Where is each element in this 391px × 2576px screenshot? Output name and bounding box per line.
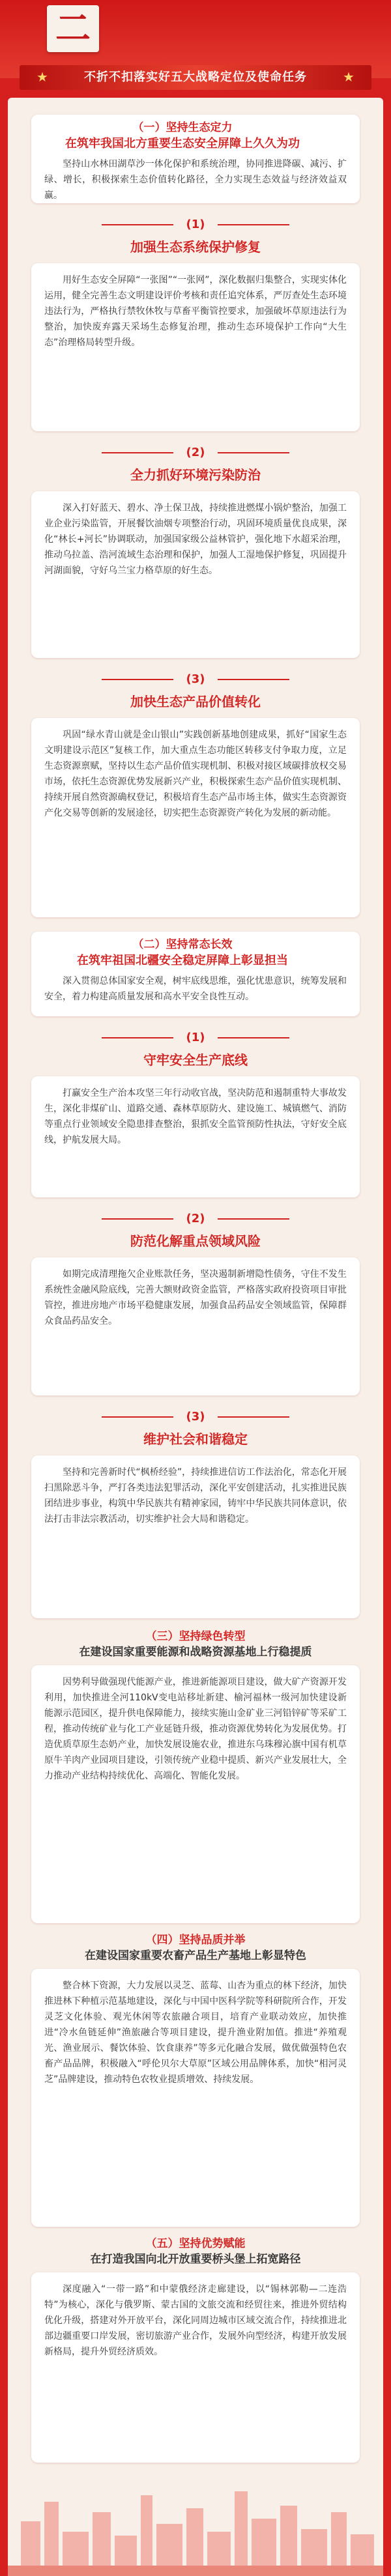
theme-text: 整合林下资源，大力发展以灵芝、蓝莓、山杏为重点的林下经济，加快推进林下种植示范基地建设，深化与中国中医科学院等科研院所合作，开发灵芝文化体验、观光休闲等农旅融合项目，培育产业联动效应，加快推进“冷水鱼链延伸”渔旅融合等项目建设，提升渔业附加值。推进“养殖观光、渔业展示、餐饮体验、饮食康养”等多元化融合发展，做优做强特色农畜产品品牌，积极融入“呼伦贝尔大草原”区域公用品牌体系，加快“相河灵芝”品牌建设，推动特色农牧业提质增效、持续发展。 xyxy=(44,1981,347,2085)
sub-number-marker xyxy=(176,1407,215,1427)
sub-text: 深入打好蓝天、碧水、净土保卫战，持续推进燃煤小锅炉整治，加强工业企业污染监管，开展餐饮油烟专项整治行动，巩固环境质量优良成果，深化“林长+河长”协调联动，加强国家级公益林管护，强化地下水超采治理，推动乌拉盖、浩河流域生态治理和保护，加强人工湿地保护修复，巩固提升河湖面貌，守好乌兰宝力格草原的好生态。 xyxy=(44,503,347,576)
sub-text-card xyxy=(31,718,360,917)
sub-title: 加强生态系统保护修复 xyxy=(130,239,261,255)
sub-text-card xyxy=(31,1455,360,1618)
sub-number-marker xyxy=(176,1028,215,1048)
theme-four-heading xyxy=(20,1932,371,1964)
divider xyxy=(218,224,289,225)
sub-text: 用好生态安全屏障“一张图”“一张网”，深化数据归集整合，实现实体化运用，健全完善生态文明建设评价考核和责任追究体系，严厉查处生态环境违法行为，严格执行禁牧休牧与草畜平衡管控要求，加强破坏草原违法行为整治，加快废弃露天采场生态修复治理，推动生态环境保护工作向“大生态”治理格局转型升级。 xyxy=(44,275,347,348)
section-heading-l2: 在筑牢祖国北疆安全稳定屏障上彰显担当 xyxy=(77,954,288,967)
sub-title: 维护社会和谐稳定 xyxy=(143,1431,248,1447)
theme-text-card xyxy=(31,1665,360,1923)
divider xyxy=(218,452,289,453)
chapter-title: 不折不扣落实好五大战略定位及使命任务 xyxy=(84,70,307,84)
section-intro-text: 深入贯彻总体国家安全观，树牢底线思维，强化忧患意识，统筹发展和安全，着力构建高质量发展和高水平安全良性互动。 xyxy=(44,976,347,1002)
sub-title: 全力抓好环境污染防治 xyxy=(130,467,261,483)
divider xyxy=(102,1037,173,1038)
chapter-title-bar xyxy=(20,65,371,90)
theme-heading-l1: （三）坚持绿色转型 xyxy=(145,1630,246,1643)
theme-heading-l1: （五）坚持优势赋能 xyxy=(145,2237,246,2250)
sub-text: 坚持和完善新时代“枫桥经验”，持续推进信访工作法治化，常态化开展扫黑除恶斗争，严打各类违法犯罪活动，深化平安创建活动，扎实推进民族团结进步事业，构筑中华民族共有精神家园，铸牢中华民族共同体意识，依法打击非法宗教活动，切实维护社会大局和谐稳定。 xyxy=(44,1467,347,1524)
theme-heading-l2: 在打造我国向北开放重要桥头堡上拓宽路径 xyxy=(90,2253,301,2266)
sub-number-marker xyxy=(176,1209,215,1229)
sub-number: (1) xyxy=(186,1031,205,1044)
section-two-heading xyxy=(0,937,365,969)
sub-title: 加快生态产品价值转化 xyxy=(130,694,261,709)
section-heading-l1: （二）坚持常态长效 xyxy=(132,938,233,951)
sub-number-marker xyxy=(176,215,215,235)
divider xyxy=(218,1218,289,1220)
sub-title: 防范化解重点领域风险 xyxy=(130,1233,261,1249)
sub-text: 巩固“绿水青山就是金山银山”实践创新基地创建成果，抓好“国家生态文明建设示范区”复核工作，加大重点生态功能区转移支付争取力度，立足生态资源禀赋，坚持以生态产品价值实现机制、积极对接区域碳排放权交易市场，依托生态资源优势发展新兴产业，积极探索生态产品价值实现机制、持续开展自然资源确权登记，积极培育生态产品市场主体，做实生态资源资产化交易等创新的发展途径，切实把生态资源资产转化为发展的新动能。 xyxy=(44,730,347,818)
sub-number: (3) xyxy=(186,672,205,686)
sub-text-card xyxy=(31,1076,360,1197)
section-two-intro-card xyxy=(31,932,360,1016)
sub-number: (2) xyxy=(186,446,205,459)
sub-text: 打赢安全生产治本攻坚三年行动收官战，坚决防范和遏制重特大事故发生，深化非煤矿山、道路交通、森林草原防火、建设施工、城镇燃气、消防等重点行业领域安全隐患排查整治，狠抓安全监管预防性执法，守好安全底线，护航发展大局。 xyxy=(44,1088,347,1145)
sub-number-marker xyxy=(176,670,215,689)
divider xyxy=(102,1218,173,1220)
section-intro-text: 坚持山水林田湖草沙一体化保护和系统治理，协同推进降碳、减污、扩绿、增长，积极探索生态价值转化路径，全力实现生态效益与经济效益双赢。 xyxy=(44,159,347,201)
theme-text: 深度融入“一带一路”和中蒙俄经济走廊建设，以“锡林郭勒—二连浩特”为核心，深化与俄罗斯、蒙古国的文旅交流和经贸往来，推进外贸结构优化升级，搭建对外开放平台，深化同周边城市区域交流合作，持续推进北部边疆重要口岸发展，密切旅游产业合作，发展外向型经济，构建开放发展新格局，提升外贸经济质效。 xyxy=(44,2284,347,2357)
theme-text: 因势利导做强现代能源产业，推进新能源项目建设，做大矿产资源开发利用，加快推进全河110kV变电站移址新建、榆河福林一级河加快建设新能源示范园区，提升供电保障能力，接续实施山金矿业三河铅锌矿等采矿工程，推动传统矿业与化工产业延链升级，推动资源优势转化为发展优势。打造优质草原生态奶产业，加快发展设施农业，推进东乌珠穆沁旗中国有机草原牛羊肉产业园项目建设，引领传统产业稳中提质、新兴产业发展壮大，全力推动产业结构持续优化、高端化、智能化发展。 xyxy=(44,1677,347,1781)
sub-text-card xyxy=(31,491,360,658)
theme-five-heading xyxy=(20,2236,371,2267)
theme-text-card xyxy=(31,2272,360,2463)
divider xyxy=(218,1037,289,1038)
sub-number-marker xyxy=(176,443,215,463)
divider xyxy=(102,679,173,680)
theme-text-card xyxy=(31,1969,360,2227)
sub-number: (2) xyxy=(186,1212,205,1225)
section-one-heading xyxy=(0,120,365,152)
theme-heading-l2: 在建设国家重要能源和战略资源基地上行稳提质 xyxy=(79,1646,312,1659)
chapter-number-badge xyxy=(47,5,99,52)
sub-title: 守牢安全生产底线 xyxy=(143,1052,248,1068)
star-icon: ★ xyxy=(343,69,355,85)
theme-heading-l1: （四）坚持品质并举 xyxy=(145,1934,246,1947)
sub-text-card xyxy=(31,1257,360,1395)
section-one-intro-card xyxy=(31,115,360,203)
sub-text: 如期完成清理拖欠企业账款任务，坚决遏制新增隐性债务，守住不发生系统性金融风险底线，完善大额财政资金监管，严格落实政府投资项目审批管控，推进房地产市场平稳健康发展，加强食品药品安全领域监管，保障群众食品药品安全。 xyxy=(44,1269,347,1326)
divider xyxy=(102,224,173,225)
chapter-number: 二 xyxy=(55,8,91,49)
star-icon: ★ xyxy=(36,69,48,85)
section-heading-l2: 在筑牢我国北方重要生态安全屏障上久久为功 xyxy=(65,137,300,150)
divider xyxy=(102,452,173,453)
divider xyxy=(218,1416,289,1418)
sub-number: (1) xyxy=(186,218,205,231)
divider xyxy=(102,1416,173,1418)
section-heading-l1: （一）坚持生态定力 xyxy=(132,121,233,134)
theme-three-heading xyxy=(20,1629,371,1660)
sub-number: (3) xyxy=(186,1410,205,1424)
theme-heading-l2: 在建设国家重要农畜产品生产基地上彰显特色 xyxy=(85,1949,306,1962)
sub-text-card xyxy=(31,263,360,431)
city-skyline-illustration xyxy=(8,2476,383,2576)
divider xyxy=(218,679,289,680)
